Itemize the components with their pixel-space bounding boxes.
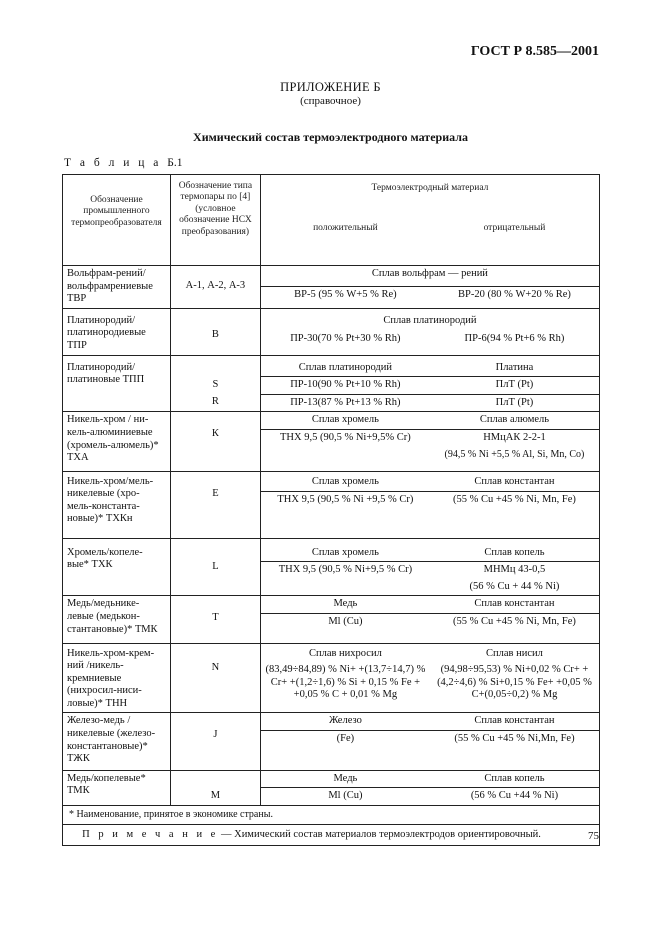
page-number: 75 — [588, 830, 599, 842]
composition-table — [62, 174, 600, 846]
row-type: А-1, А-2, А-3 — [170, 266, 260, 309]
row-span-head: Сплав вольфрам — рений — [260, 266, 599, 287]
row-positive-head: Сплав хромель — [260, 471, 430, 491]
row-name: Медь/копелевые* ТМК — [63, 770, 171, 805]
table-row — [63, 412, 600, 430]
table-label-number: Б.1 — [167, 157, 183, 169]
row-type-blank — [170, 355, 260, 377]
row-type: М — [170, 770, 260, 805]
footnote: * Наименование, принятое в экономике страны. — [63, 805, 600, 824]
table-row — [63, 355, 600, 377]
row-name: Медь/медьнике- левые (медькон- стантановые)* ТМК — [63, 596, 171, 643]
row-negative-head: Сплав константан — [430, 471, 600, 491]
row-positive-head: Железо — [260, 713, 430, 731]
row-negative: МНМц 43-0,5 — [430, 562, 600, 579]
row-name: Никель-хром / ни- кель-алюминиевые (хромель-алюмель)* ТХА — [63, 412, 171, 471]
row-negative-detail: (94,5 % Ni +5,5 % Al, Si, Mn, Co) — [430, 447, 600, 472]
section-title: Химический состав термоэлектродного материала — [193, 130, 468, 144]
document-code: ГОСТ Р 8.585—2001 — [470, 44, 599, 59]
row-name: Платинородий/ платинородиевые ТПР — [63, 308, 171, 355]
row-positive: (Fe) — [260, 731, 430, 771]
row-negative: (55 % Cu +45 % Ni, Mn, Fe) — [430, 491, 600, 538]
row-span-head: Сплав платинородий — [260, 308, 599, 330]
row-negative-head: Сплав копель — [430, 538, 600, 562]
table-note — [63, 824, 600, 846]
row-positive: ТНХ 9,5 (90,5 % Ni+9,5% Cr) — [260, 429, 430, 471]
table-row — [63, 308, 600, 330]
row-positive: ПР-30(70 % Pt+30 % Rh) — [260, 331, 430, 355]
table-label-word: Т а б л и ц а — [64, 157, 162, 169]
table-row — [63, 538, 600, 562]
header-designation: Обозначение промышленного термопреобразователя — [63, 175, 171, 266]
row-positive: (83,49÷84,89) % Ni+ +(13,7÷14,7) % Cr+ +(1,2÷1,6) % Si + 0,15 % Fe + +0,05 % C + 0,01 % Mg — [260, 662, 430, 713]
row-type: Т — [170, 596, 260, 643]
row-positive-head: Медь — [260, 770, 430, 788]
row-negative-detail: (56 % Cu + 44 % Ni) — [430, 579, 600, 596]
row-negative: ПР-6(94 % Pt+6 % Rh) — [430, 331, 600, 355]
row-positive-head: Медь — [260, 596, 430, 614]
row-negative-head: Платина — [430, 355, 600, 377]
row-positive-head: Сплав платинородий — [260, 355, 430, 377]
row-type: L — [170, 538, 260, 596]
note-label: П р и м е ч а н и е — [82, 828, 219, 840]
note-row — [63, 824, 600, 846]
table-row — [63, 266, 600, 287]
table-row — [63, 643, 600, 662]
appendix-title: ПРИЛОЖЕНИЕ Б — [280, 80, 381, 94]
header-positive: положительный — [260, 211, 430, 266]
row-type: В — [170, 308, 260, 355]
row-negative: ПлТ (Pt) — [430, 394, 600, 412]
row-negative-head: Сплав константан — [430, 596, 600, 614]
row-positive: Ml (Cu) — [260, 788, 430, 806]
row-type: К — [170, 412, 260, 471]
row-negative: (55 % Cu +45 % Ni, Mn, Fe) — [430, 613, 600, 643]
row-type: J — [170, 713, 260, 770]
row-negative-head: Сплав копель — [430, 770, 600, 788]
row-type: N — [170, 643, 260, 713]
row-negative-head: Сплав алюмель — [430, 412, 600, 430]
row-negative: ПлТ (Pt) — [430, 377, 600, 395]
row-positive: Ml (Cu) — [260, 613, 430, 643]
table-row — [63, 770, 600, 788]
row-positive: ПР-10(90 % Pt+10 % Rh) — [290, 379, 401, 391]
table-row — [63, 471, 600, 491]
row-negative: (55 % Cu +45 % Ni,Mn, Fe) — [430, 731, 600, 771]
row-positive: ПР-13(87 % Pt+13 % Rh) — [260, 394, 430, 412]
row-positive: ТНХ 9,5 (90,5 % Ni+9,5 % Cr) — [260, 562, 430, 596]
row-positive-head: Сплав нихросил — [308, 647, 382, 659]
header-type: Обозначение типа термопары по [4] (условное обозначение НСХ преобразования) — [170, 175, 260, 266]
appendix-subtitle: (справочное) — [300, 95, 361, 107]
table-header-row — [63, 175, 600, 212]
header-negative: отрицательный — [430, 211, 600, 266]
table-label — [64, 157, 183, 169]
row-negative: ВР-20 (80 % W+20 % Re) — [430, 287, 600, 308]
table-row — [63, 596, 600, 614]
row-negative: НМцАК 2-2-1 — [430, 429, 600, 446]
row-positive: ВР-5 (95 % W+5 % Re) — [260, 287, 430, 308]
row-positive-head: Сплав хромель — [260, 412, 430, 430]
row-negative: (94,98÷95,53) % Ni+0,02 % Cr+ +(4,2÷4,6) % Si+0,15 % Fe+ +0,05 % C+(0,05÷0,2) % Mg — [430, 662, 600, 713]
row-negative-head: Сплав нисил — [430, 643, 600, 662]
row-positive: ТНХ 9,5 (90,5 % Ni +9,5 % Cr) — [260, 491, 430, 538]
row-name: Никель-хром/мель- никелевые (хро- мель-константа- новые)* ТХКн — [63, 471, 171, 538]
note-text: — Химический состав материалов термоэлектродов ориентировочный. — [218, 828, 541, 840]
row-type: Е — [170, 471, 260, 538]
row-type: R — [170, 394, 260, 412]
header-material: Термоэлектродный материал — [260, 175, 599, 212]
row-name: Никель-хром-крем- ний /никель- кремниевые (нихросил-ниси- ловые)* ТНН — [63, 643, 171, 713]
row-negative-head: Сплав константан — [430, 713, 600, 731]
row-name: Железо-медь / никелевые (железо- константановые)* ТЖК — [63, 713, 171, 770]
row-positive-head: Сплав хромель — [260, 538, 430, 562]
table-row — [63, 713, 600, 731]
row-name: Хромель/копеле- вые* ТХК — [63, 538, 171, 596]
footnote-row — [63, 805, 600, 824]
row-name: Вольфрам-рений/ вольфрамрениевые ТВР — [63, 266, 171, 309]
row-name: Платинородий/ платиновые ТПП — [63, 355, 171, 412]
row-negative: (56 % Cu +44 % Ni) — [430, 788, 600, 806]
row-type: S — [170, 377, 260, 395]
